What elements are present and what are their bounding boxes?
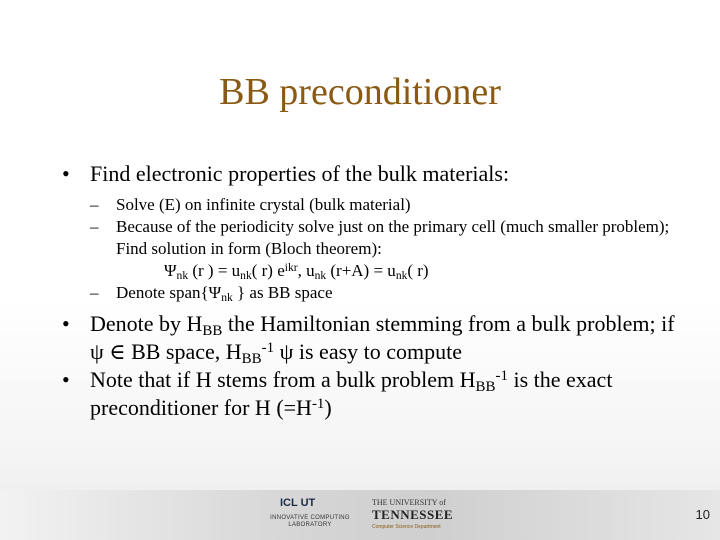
formula-part: (r+A) = u	[326, 261, 396, 280]
sub-bullet-3	[90, 282, 682, 304]
subscript-nk: nk	[314, 269, 327, 283]
psi-symbol: ψ	[279, 339, 294, 364]
text-part: the Hamiltonian stemming from a bulk problem; if	[222, 311, 675, 336]
dash-marker: –	[90, 195, 99, 214]
page-number: 10	[695, 507, 710, 522]
subscript-nk: nk	[176, 269, 189, 283]
subscript-nk: nk	[240, 269, 252, 283]
text-part: } as BB space	[232, 283, 333, 302]
sub-bullet-2	[90, 216, 682, 282]
text-part: Denote by H	[90, 311, 203, 336]
bullet-marker: •	[62, 311, 70, 336]
sub-bullet-2-text: Because of the periodicity solve just on the primary cell (much smaller problem); Find solution in form (Bloch theorem):	[116, 217, 670, 258]
subscript-nk: nk	[221, 291, 233, 305]
bullet-1-text: Find electronic properties of the bulk materials:	[90, 161, 510, 186]
utk-logo-top: THE UNIVERSITY of	[372, 498, 446, 507]
icl-logo-mark: ICL UT	[280, 497, 316, 509]
utk-logo-dept: Computer Science Department	[372, 524, 441, 530]
subscript-nk: nk	[395, 269, 408, 283]
element-of-symbol: ∈	[103, 339, 132, 364]
psi-symbol: Ψ	[164, 261, 177, 280]
sub-bullet-1	[90, 194, 682, 216]
sub-bullet-1-text: Solve (E) on infinite crystal (bulk material)	[116, 195, 411, 214]
psi-symbol: ψ	[90, 339, 104, 364]
formula-part: (r ) = u	[188, 261, 241, 280]
superscript-ikr: ikr	[284, 260, 298, 274]
icl-logo-caption: INNOVATIVE COMPUTING LABORATORY	[270, 515, 350, 528]
psi-symbol: Ψ	[208, 283, 222, 302]
text-part: BB space, H	[131, 339, 242, 364]
formula-part: , u	[297, 261, 315, 280]
subscript-bb: BB	[202, 323, 223, 340]
formula-part: ( r) e	[251, 261, 285, 280]
bullet-3	[62, 366, 682, 422]
bullet-marker: •	[62, 161, 70, 186]
icl-logo	[262, 497, 358, 535]
utk-logo-name: TENNESSEE	[372, 507, 454, 522]
text-part: Denote span{	[116, 283, 209, 302]
slide-body	[62, 160, 682, 422]
footer-band	[0, 490, 720, 540]
superscript-inverse: -1	[495, 368, 508, 385]
bullet-2	[62, 310, 682, 366]
sub-bullet-list	[62, 194, 682, 304]
text-part: Note that if H stems from a bulk problem H	[90, 367, 476, 392]
formula-part: ( r)	[407, 261, 429, 280]
subscript-bb: BB	[241, 351, 262, 368]
superscript-inverse: -1	[261, 340, 275, 357]
bullet-marker: •	[62, 367, 70, 392]
slide-title: BB preconditioner	[219, 71, 501, 113]
subscript-bb: BB	[475, 379, 496, 396]
superscript-inverse: -1	[311, 396, 325, 413]
bloch-formula	[116, 260, 682, 282]
dash-marker: –	[90, 283, 99, 302]
text-part: is the exact preconditioner for H (=H	[90, 367, 613, 420]
utk-logo	[368, 497, 454, 535]
bullet-1	[62, 160, 682, 188]
text-part: )	[324, 395, 332, 420]
text-part: is easy to compute	[293, 339, 463, 364]
dash-marker: –	[90, 217, 99, 236]
